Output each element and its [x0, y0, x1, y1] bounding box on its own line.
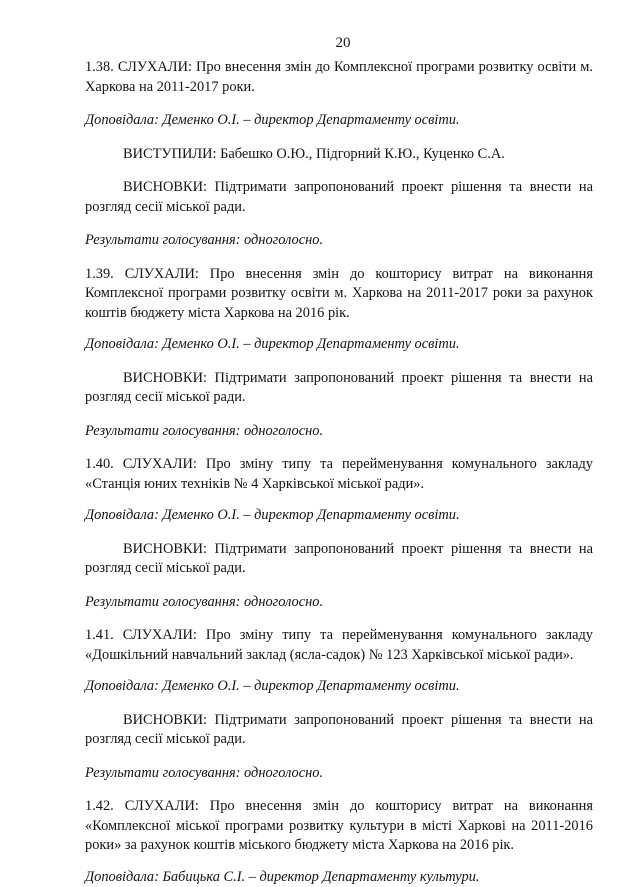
item-1-41-reporter: Доповідала: Деменко О.І. – директор Департаменту освіти. [85, 677, 593, 697]
item-1-42-reporter: Доповідала: Бабицька С.І. – директор Департаменту культури. [85, 868, 593, 887]
item-1-41-conclusion: ВИСНОВКИ: Підтримати запропонований проект рішення та внести на розгляд сесії міської ради. [85, 711, 593, 750]
item-1-38-speakers: ВИСТУПИЛИ: Бабешко О.Ю., Підгорний К.Ю., Куценко С.А. [85, 145, 593, 165]
item-1-40-reporter: Доповідала: Деменко О.І. – директор Департаменту освіти. [85, 506, 593, 526]
item-1-39-vote: Результати голосування: одноголосно. [85, 422, 593, 442]
item-1-40-vote: Результати голосування: одноголосно. [85, 593, 593, 613]
item-1-38-conclusion: ВИСНОВКИ: Підтримати запропонований проект рішення та внести на розгляд сесії міської ради. [85, 178, 593, 217]
item-1-38-vote: Результати голосування: одноголосно. [85, 231, 593, 251]
item-1-41-vote: Результати голосування: одноголосно. [85, 764, 593, 784]
item-1-42-heard: 1.42. СЛУХАЛИ: Про внесення змін до кошторису витрат на виконання «Комплексної міської програми розвитку культури в місті Харкові на 2011-2016 роки» за рахунок коштів міського бюджету міста Харкова на 2016 рік. [85, 797, 593, 856]
item-1-38-reporter: Доповідала: Деменко О.І. – директор Департаменту освіти. [85, 111, 593, 131]
item-1-40-conclusion: ВИСНОВКИ: Підтримати запропонований проект рішення та внести на розгляд сесії міської ради. [85, 540, 593, 579]
page-number: 20 [85, 34, 593, 52]
item-1-39-heard: 1.39. СЛУХАЛИ: Про внесення змін до кошторису витрат на виконання Комплексної програми розвитку освіти м. Харкова на 2011-2017 роки за рахунок коштів бюджету міста Харкова на 2016 рік. [85, 265, 593, 324]
item-1-38-heard: 1.38. СЛУХАЛИ: Про внесення змін до Комплексної програми розвитку освіти м. Харкова на 2011-2017 роки. [85, 58, 593, 97]
item-1-41-heard: 1.41. СЛУХАЛИ: Про зміну типу та перейменування комунального закладу «Дошкільний навчальний заклад (ясла-садок) № 123 Харківської міської ради». [85, 626, 593, 665]
item-1-39-reporter: Доповідала: Деменко О.І. – директор Департаменту освіти. [85, 335, 593, 355]
item-1-39-conclusion: ВИСНОВКИ: Підтримати запропонований проект рішення та внести на розгляд сесії міської ради. [85, 369, 593, 408]
item-1-40-heard: 1.40. СЛУХАЛИ: Про зміну типу та перейменування комунального закладу «Станція юних техніків № 4 Харківської міської ради». [85, 455, 593, 494]
